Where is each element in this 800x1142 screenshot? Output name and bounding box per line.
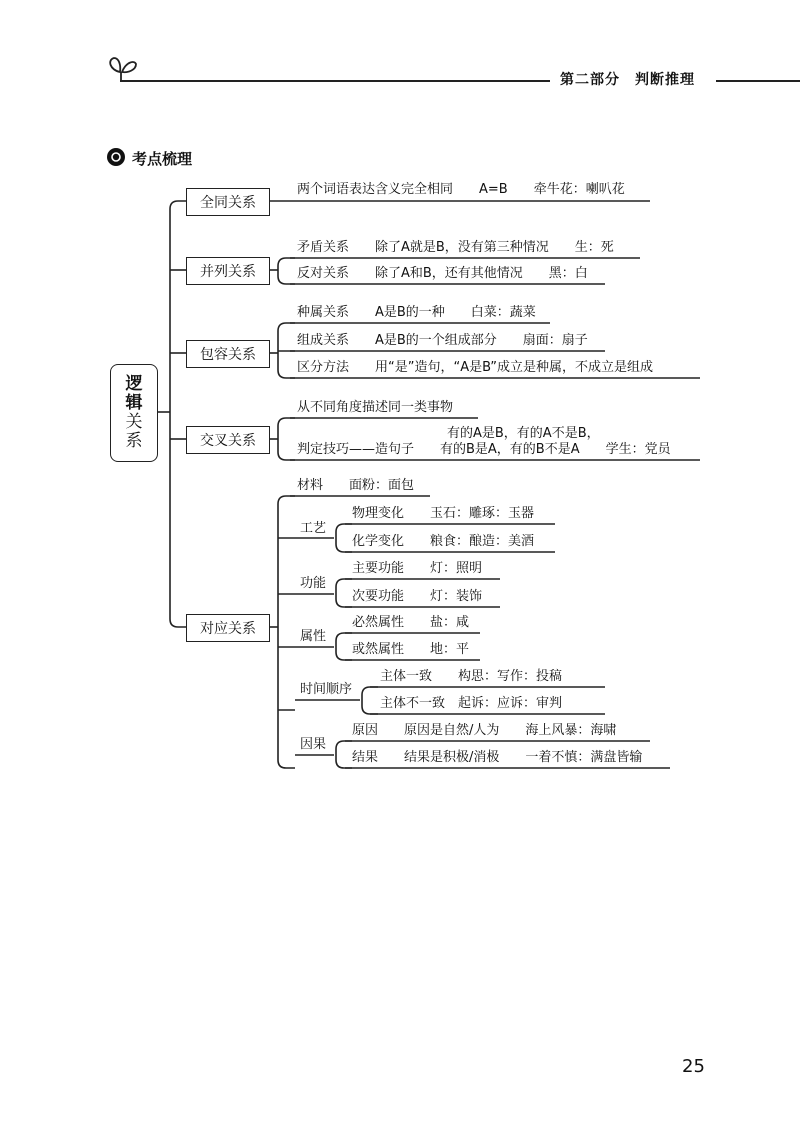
group-cause-effect: 因果 — [300, 737, 327, 752]
root-char: 逻 — [125, 374, 143, 394]
row-intersection-tip-line1: 有的A是B，有的A不是B， — [447, 426, 600, 441]
category-inclusion: 包容关系 — [186, 340, 270, 368]
row-different-subject: 主体不一致 起诉：应诉：审判 — [380, 696, 563, 711]
group-attribute: 属性 — [300, 629, 327, 644]
row-same-subject: 主体一致 构思：写作：投稿 — [380, 669, 563, 684]
row-intersection-tip: 判定技巧——造句子 有的B是A，有的B不是A 学生：党员 — [297, 442, 671, 457]
section-title: 考点梳理 — [132, 150, 193, 168]
row-chemical-change: 化学变化 粮食：酿造：美酒 — [352, 534, 535, 549]
row-contradiction: 矛盾关系 除了A就是B，没有第三种情况 生：死 — [297, 240, 614, 255]
row-identity: 两个词语表达含义完全相同 A=B 牵牛花：喇叭花 — [297, 182, 625, 197]
group-function: 功能 — [300, 576, 327, 591]
page-number: 25 — [682, 1056, 705, 1077]
category-identity: 全同关系 — [186, 188, 270, 216]
row-necessary-attribute: 必然属性 盐：咸 — [352, 615, 470, 630]
row-main-function: 主要功能 灯：照明 — [352, 561, 483, 576]
chapter-title: 第二部分 判断推理 — [560, 72, 695, 88]
row-material: 材料 面粉：面包 — [297, 478, 415, 493]
row-cause: 原因 原因是自然/人为 海上风暴：海啸 — [352, 723, 617, 738]
row-effect: 结果 结果是积极/消极 一着不慎：满盘皆输 — [352, 750, 643, 765]
category-intersection: 交叉关系 — [186, 426, 270, 454]
category-correspondence: 对应关系 — [186, 614, 270, 642]
row-distinguish-method: 区分方法 用“是”造句，“A是B”成立是种属，不成立是组成 — [297, 360, 654, 375]
root-char: 系 — [125, 431, 143, 451]
row-genus-species: 种属关系 A是B的一种 白菜：蔬菜 — [297, 305, 536, 320]
row-opposition: 反对关系 除了A和B，还有其他情况 黑：白 — [297, 266, 588, 281]
row-intersection-desc: 从不同角度描述同一类事物 — [297, 400, 454, 415]
row-secondary-function: 次要功能 灯：装饰 — [352, 589, 483, 604]
group-craft: 工艺 — [300, 521, 327, 536]
root-char: 辑 — [125, 393, 143, 413]
row-physical-change: 物理变化 玉石：雕琢：玉器 — [352, 506, 535, 521]
root-logic-relations — [110, 364, 158, 462]
group-time-order: 时间顺序 — [300, 682, 353, 697]
root-char: 关 — [125, 412, 143, 432]
row-composition: 组成关系 A是B的一个组成部分 扇面：扇子 — [297, 333, 588, 348]
row-contingent-attribute: 或然属性 地：平 — [352, 642, 470, 657]
category-parallel: 并列关系 — [186, 257, 270, 285]
